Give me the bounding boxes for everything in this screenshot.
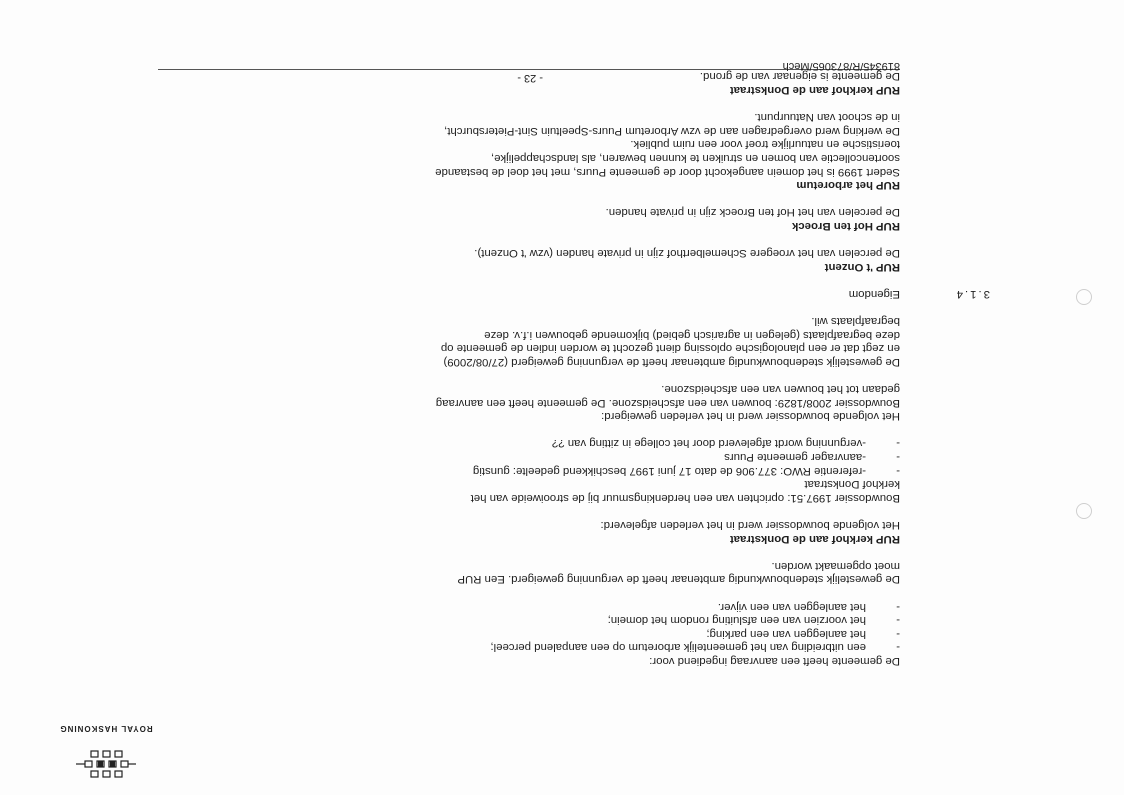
punch-hole xyxy=(1076,503,1092,519)
paragraph-line: Het volgende bouwdossier werd in het verleden geweigerd: xyxy=(601,410,900,423)
paragraph-line: Sedert 1999 is het domein aangekocht door de gemeente Puurs, met het doel de bestaande xyxy=(435,165,900,178)
paragraph-line: De gewestelijk stedenbouwkundig ambtenaar heeft de vergunning geweigerd (27/08/2009) xyxy=(443,355,900,368)
document-body xyxy=(158,69,990,667)
paragraph-line: Bouwdossier 2008/1829: bouwen van een afscheidszone. De gemeente heeft een aanvraag xyxy=(435,396,900,409)
list-item: - -referentie RWO: 377.906 de dato 17 juni 1997 beschikkend gedeelte: gunstig xyxy=(472,464,900,477)
paragraph-line: toeristische en natuurlijke troef voor een ruim publiek. xyxy=(630,138,900,151)
subheading: RUP kerkhof aan de Donkstraat xyxy=(729,84,900,97)
list-item: - het voorzien van een afsluiting rondom het domein; xyxy=(607,614,900,627)
section-number: 3.1.4 xyxy=(954,287,990,300)
paragraph-line: De percelen van het Hof ten Broeck zijn in private handen. xyxy=(605,206,900,219)
page-number: - 23 - xyxy=(517,72,543,84)
list-item: - het aanleggen van een vijver. xyxy=(717,600,900,613)
paragraph-line: De gemeente is eigenaar van de grond. xyxy=(699,70,900,83)
paragraph-line: deze begraafplaats (gelegen in agrarisch gebied) bijkomende gebouwen i.f.v. deze xyxy=(484,328,900,341)
logo-mark-icon xyxy=(56,735,156,783)
royal-haskoning-logo xyxy=(36,713,156,783)
list-item: - het aanleggen van een parking; xyxy=(706,627,900,640)
list-item: - -vergunning wordt afgeleverd door het college in zitting van ?? xyxy=(551,437,900,450)
paragraph-line: Het volgende bouwdossier werd in het verleden afgeleverd: xyxy=(600,519,900,532)
paragraph-line: De werking werd overgedragen aan de vzw Arboretum Puurs-Speeltuin Sint-Pietersburcht, xyxy=(444,124,900,137)
document-reference: 819345/R/873065/Mech xyxy=(782,60,900,72)
list-item: - -aanvrager gemeente Puurs xyxy=(724,451,900,464)
paragraph-line: kerkhof Donkstraat xyxy=(804,478,900,491)
paragraph-line: en zegt dat er een planologische oplossing dient gezocht te worden indien de gemeente op xyxy=(440,342,900,355)
subheading: RUP Hof ten Broeck xyxy=(791,220,900,232)
paragraph-line: gedaan tot het bouwen van een afscheidszone. xyxy=(661,383,900,396)
subheading: RUP 't Onzent xyxy=(824,260,900,273)
paragraph-line: moet opgemaakt worden. xyxy=(771,559,900,572)
section-heading xyxy=(158,286,990,300)
punch-hole xyxy=(1076,289,1092,305)
paragraph-line: soortencollectie van bomen en struiken te kunnen bewaren, als landschappelijke, xyxy=(490,152,900,165)
paragraph-line: in de schoot van Natuurpunt. xyxy=(754,111,900,124)
list-item: - een uitbreiding van het gemeentelijk arboretum op een aanpalend perceel; xyxy=(490,641,900,654)
paragraph-line: begraafplaats wil. xyxy=(811,315,900,328)
subheading: RUP het arboretum xyxy=(796,179,900,192)
intro-text: De gemeente heeft een aanvraag ingediend voor: xyxy=(649,655,900,667)
subheading: RUP kerkhof aan de Donkstraat xyxy=(729,532,900,545)
paragraph-line: Bouwdossier 1997.51: oprichten van een herdenkingsmuur bij de strooiweide van het xyxy=(470,491,900,504)
section-title: Eigendom xyxy=(848,287,900,300)
paragraph-line: De percelen van het vroegere Schemelberthof zijn in private handen (vzw 't Onzent). xyxy=(474,247,900,260)
logo-text: ROYAL HASKONING xyxy=(59,724,153,733)
paragraph-line: De gewestelijk stedenbouwkundig ambtenaar heeft de vergunning geweigerd. Een RUP xyxy=(457,573,900,586)
